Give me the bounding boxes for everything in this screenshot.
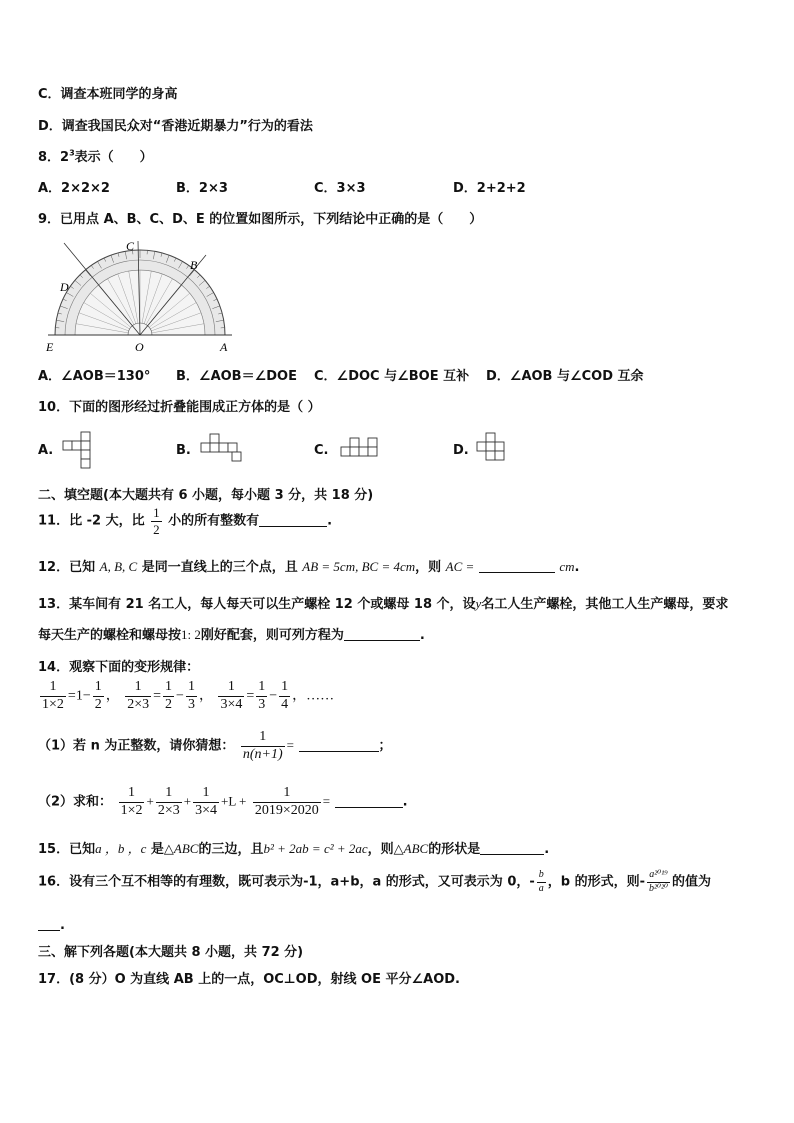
label-a: A bbox=[220, 340, 228, 354]
q8-option-c: C．3×3 bbox=[314, 181, 366, 196]
q12: 12．已知 A, B, C 是同一直线上的三个点，且 AB = 5cm, BC = 4cm，则 AC = cm. bbox=[38, 559, 580, 575]
q17-stem: 17．(8 分）O 为直线 AB 上的一点，OC⊥OD，射线 OE 平分∠AOD. bbox=[38, 972, 460, 987]
q9-stem: 9．已用点 A、B、C、D、E 的位置如图所示，下列结论中正确的是（ ） bbox=[38, 212, 483, 227]
q14-part2-blank bbox=[335, 795, 403, 808]
q7-option-c: C．调查本班同学的身高 bbox=[38, 87, 178, 102]
q14-part1: （1）若 n 为正整数，请你猜想： $\frac{1}{n(n+1)}$ = ； bbox=[38, 729, 392, 762]
label-c: C bbox=[126, 239, 135, 253]
protractor-figure bbox=[40, 233, 240, 355]
section-2-heading: 二、填空题(本大题共有 6 小题，每小题 3 分，共 18 分) bbox=[38, 488, 374, 503]
q9-option-d: D．∠AOB 与∠COD 互余 bbox=[486, 369, 644, 384]
label-o: O bbox=[135, 340, 144, 354]
q14-part1-blank bbox=[299, 739, 379, 752]
q12-answer-blank bbox=[479, 560, 555, 573]
q8-option-b: B．2×3 bbox=[176, 181, 228, 196]
q15: 15．已知a ，b ，c 是△ABC的三边，且b² + 2ab = c² + 2ac，则△ABC的形状是 . bbox=[38, 841, 550, 857]
q11-answer-blank bbox=[259, 514, 327, 527]
q10-option-d-label: D. bbox=[453, 443, 469, 458]
q14-part2: （2）求和： $\frac{1}{1\times 2}$ + $\frac{1}{2\times 3}$ + $\frac{1}{3\times 4}$ +L + $\frac{1}{2019\times 2020}$ = . bbox=[38, 785, 408, 818]
q14-examples: $\frac{1}{1\times 2}$ =1− $\frac{1}{2}$ ， $\frac{1}{2\times 3}$ = $\frac{1}{2}$ − $\frac{1}{3}$ ， $\frac{1}{3\times 4}$ = $\frac{1}{3}$ − $\frac{1}{4}$ ，…… bbox=[42, 679, 335, 712]
q16-answer-blank bbox=[38, 918, 60, 931]
q13-answer-blank bbox=[344, 628, 420, 641]
q15-answer-blank bbox=[480, 842, 544, 855]
q8-stem: 8．$2^3$表示（ ） bbox=[38, 148, 153, 165]
q13-line1: 13．某车间有 21 名工人，每人每天可以生产螺栓 12 个或螺母 18 个，设y名工人生产螺栓，其他工人生产螺母，要求 bbox=[38, 596, 729, 612]
q14-stem: 14．观察下面的变形规律： bbox=[38, 660, 200, 675]
q10-option-a-label: A. bbox=[38, 443, 54, 458]
q7-option-d: D．调查我国民众对“香港近期暴力”行为的看法 bbox=[38, 119, 313, 134]
cube-net-a bbox=[62, 431, 98, 471]
q8-option-d: D．2+2+2 bbox=[453, 181, 526, 196]
label-e: E bbox=[46, 340, 54, 354]
q13-line2: 每天生产的螺栓和螺母按1: 2刚好配套，则可列方程为 . bbox=[38, 627, 425, 643]
q9-option-c: C．∠DOC 与∠BOE 互补 bbox=[314, 369, 470, 384]
cube-net-d bbox=[476, 432, 516, 468]
q10-stem: 10．下面的图形经过折叠能围成正方体的是（ ） bbox=[38, 400, 321, 415]
q10-option-b-label: B. bbox=[176, 443, 191, 458]
label-b: B bbox=[190, 258, 198, 272]
section-3-heading: 三、解下列各题(本大题共 8 小题，共 72 分) bbox=[38, 945, 304, 960]
q8-option-a: A．2×2×2 bbox=[38, 181, 110, 196]
q9-option-a: A．∠AOB＝130° bbox=[38, 369, 151, 384]
cube-net-b bbox=[200, 433, 246, 467]
q11: 11．比 -2 大，比 $\frac{1}{2}$ 小的所有整数有 . bbox=[38, 505, 333, 537]
label-d: D bbox=[60, 280, 69, 294]
q16-line1: 16．设有三个互不相等的有理数，既可表示为-1，a+b，a 的形式，又可表示为 0，- $\frac{b}{a}$ ，b 的形式，则- $\frac{\text{a²⁰¹⁹}}{\text{b²⁰²⁰}}$ 的值为 bbox=[38, 869, 712, 894]
q10-option-c-label: C. bbox=[314, 443, 329, 458]
q9-option-b: B．∠AOB＝∠DOE bbox=[176, 369, 297, 384]
q16-line2: . bbox=[38, 918, 65, 933]
cube-net-c bbox=[340, 437, 386, 463]
